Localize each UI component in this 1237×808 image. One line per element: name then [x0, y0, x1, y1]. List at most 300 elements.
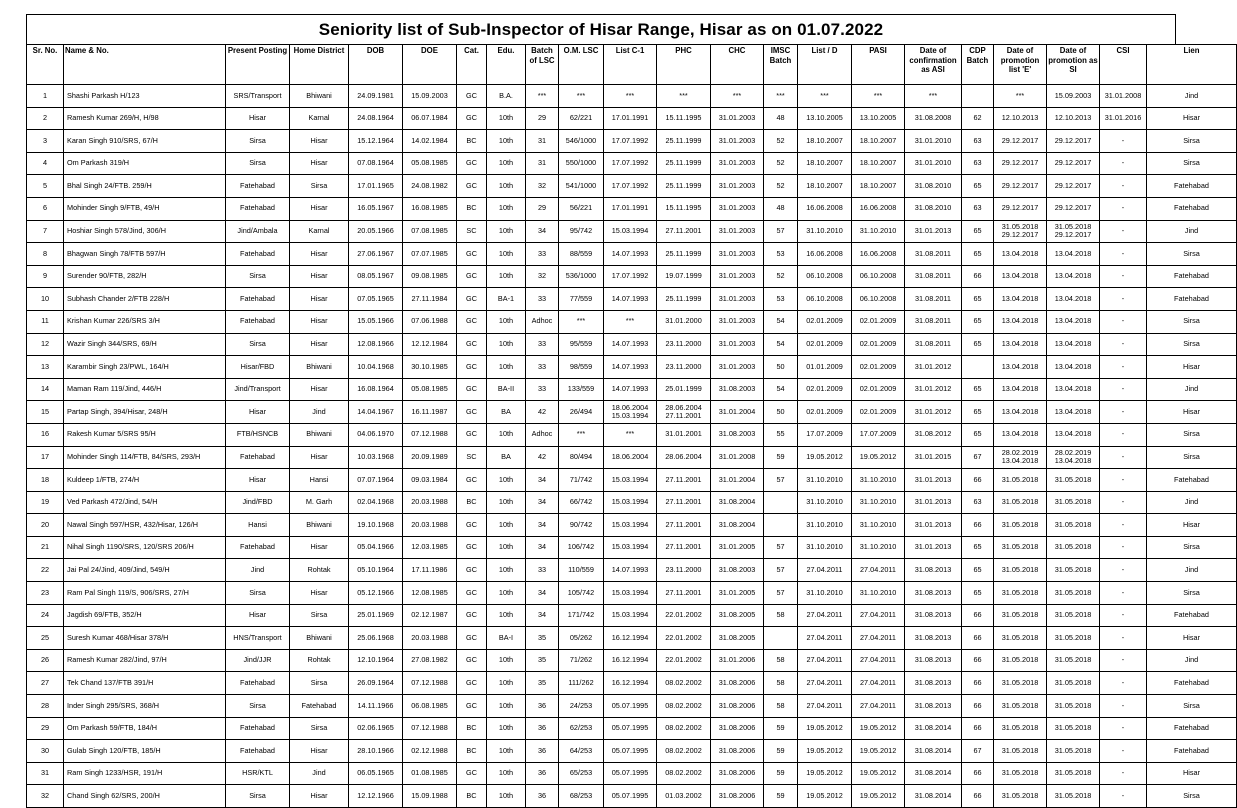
column-header-sr: Sr. No.	[27, 45, 64, 85]
cell-promE: 13.04.2018	[994, 265, 1047, 288]
cell-lien: Fatehabad	[1147, 197, 1237, 220]
cell-name: Wazir Singh 344/SRS, 69/H	[64, 333, 226, 356]
cell-district: Hisar	[290, 152, 349, 175]
cell-sr: 10	[27, 288, 64, 311]
cell-posting: Fatehabad	[226, 175, 290, 198]
cell-imsc: 58	[764, 649, 798, 672]
cell-promSI: 31.05.2018	[1047, 762, 1100, 785]
cell-promE: 12.10.2013	[994, 107, 1047, 130]
column-header-doe: DOE	[403, 45, 457, 85]
cell-listd: 19.05.2012	[798, 785, 852, 808]
cell-sr: 15	[27, 401, 64, 424]
cell-district: Rohtak	[290, 559, 349, 582]
cell-imsc: 53	[764, 243, 798, 266]
cell-omlsc: 171/742	[559, 604, 604, 627]
cell-doe: 06.07.1984	[403, 107, 457, 130]
cell-imsc: 57	[764, 536, 798, 559]
cell-lsc: 31	[526, 130, 559, 153]
cell-posting: Fatehabad	[226, 197, 290, 220]
table-body	[27, 85, 1237, 808]
cell-confasi: 31.08.2008	[905, 107, 962, 130]
cell-edu: 10th	[487, 740, 526, 763]
cell-promE: 13.04.2018	[994, 288, 1047, 311]
cell-pasi: 06.10.2008	[852, 288, 905, 311]
cell-promE: 31.05.2018 29.12.2017	[994, 220, 1047, 243]
cell-phc: 25.11.1999	[657, 175, 711, 198]
cell-name: Ram Singh 1233/HSR, 191/H	[64, 762, 226, 785]
cell-name: Nihal Singh 1190/SRS, 120/SRS 206/H	[64, 536, 226, 559]
table-row	[27, 740, 1237, 763]
cell-lien: Hisar	[1147, 356, 1237, 379]
cell-posting: Jind/FBD	[226, 491, 290, 514]
cell-listc1: 16.12.1994	[604, 649, 657, 672]
column-header-chc: CHC	[711, 45, 764, 85]
cell-lsc: 36	[526, 785, 559, 808]
cell-phc: 19.07.1999	[657, 265, 711, 288]
cell-promSI: 13.04.2018	[1047, 310, 1100, 333]
cell-promSI: 13.04.2018	[1047, 333, 1100, 356]
cell-cat: GC	[457, 265, 487, 288]
cell-district: Sirsa	[290, 717, 349, 740]
cell-omlsc: 62/221	[559, 107, 604, 130]
column-header-phc: PHC	[657, 45, 711, 85]
cell-name: Jai Pal 24/Jind, 409/Jind, 549/H	[64, 559, 226, 582]
cell-listd: 02.01.2009	[798, 310, 852, 333]
cell-name: Shashi Parkash H/123	[64, 85, 226, 108]
column-header-lsc: Batch of LSC	[526, 45, 559, 85]
cell-edu: 10th	[487, 243, 526, 266]
cell-pasi: 18.10.2007	[852, 175, 905, 198]
cell-lsc: 33	[526, 378, 559, 401]
cell-district: Hisar	[290, 536, 349, 559]
cell-listc1: 15.03.1994	[604, 469, 657, 492]
cell-promE: 31.05.2018	[994, 559, 1047, 582]
cell-pasi: 02.01.2009	[852, 401, 905, 424]
cell-cdp: 66	[962, 627, 994, 650]
cell-csi: -	[1100, 333, 1147, 356]
cell-district: Hisar	[290, 333, 349, 356]
cell-chc: 31.01.2003	[711, 243, 764, 266]
cell-doe: 07.12.1988	[403, 672, 457, 695]
column-header-posting: Present Posting	[226, 45, 290, 85]
cell-imsc	[764, 491, 798, 514]
cell-sr: 28	[27, 695, 64, 718]
cell-pasi: 19.05.2012	[852, 446, 905, 469]
cell-cdp: 65	[962, 536, 994, 559]
cell-dob: 27.06.1967	[349, 243, 403, 266]
cell-confasi: 31.08.2013	[905, 672, 962, 695]
cell-listc1: 15.03.1994	[604, 604, 657, 627]
cell-cat: GC	[457, 378, 487, 401]
cell-dob: 19.10.1968	[349, 514, 403, 537]
cell-doe: 02.12.1988	[403, 740, 457, 763]
cell-listd: 27.04.2011	[798, 695, 852, 718]
cell-phc: ***	[657, 85, 711, 108]
cell-lien: Jind	[1147, 491, 1237, 514]
cell-listd: 06.10.2008	[798, 288, 852, 311]
cell-dob: 26.09.1964	[349, 672, 403, 695]
cell-edu: 10th	[487, 491, 526, 514]
cell-lsc: 33	[526, 559, 559, 582]
cell-cat: BC	[457, 130, 487, 153]
cell-csi: -	[1100, 130, 1147, 153]
cell-imsc: ***	[764, 85, 798, 108]
cell-doe: 07.06.1988	[403, 310, 457, 333]
cell-omlsc: 56/221	[559, 197, 604, 220]
table-row	[27, 197, 1237, 220]
cell-imsc: 52	[764, 265, 798, 288]
cell-confasi: 31.01.2010	[905, 130, 962, 153]
cell-doe: 12.08.1985	[403, 582, 457, 605]
cell-sr: 32	[27, 785, 64, 808]
cell-posting: SRS/Transport	[226, 85, 290, 108]
cell-edu: 10th	[487, 220, 526, 243]
cell-csi: -	[1100, 220, 1147, 243]
cell-listd: 19.05.2012	[798, 717, 852, 740]
cell-dob: 02.06.1965	[349, 717, 403, 740]
cell-dob: 05.04.1966	[349, 536, 403, 559]
cell-csi: -	[1100, 604, 1147, 627]
cell-district: Hisar	[290, 785, 349, 808]
cell-confasi: 31.01.2012	[905, 401, 962, 424]
cell-confasi: 31.08.2013	[905, 582, 962, 605]
cell-district: Hisar	[290, 582, 349, 605]
cell-name: Partap Singh, 394/Hisar, 248/H	[64, 401, 226, 424]
cell-doe: 09.03.1984	[403, 469, 457, 492]
cell-omlsc: 541/1000	[559, 175, 604, 198]
cell-promSI: 31.05.2018	[1047, 717, 1100, 740]
cell-cdp: 65	[962, 175, 994, 198]
cell-name: Kuldeep 1/FTB, 274/H	[64, 469, 226, 492]
cell-lsc: 33	[526, 288, 559, 311]
cell-confasi: 31.01.2015	[905, 446, 962, 469]
cell-dob: 07.07.1964	[349, 469, 403, 492]
cell-listc1: 16.12.1994	[604, 672, 657, 695]
cell-cat: GC	[457, 85, 487, 108]
cell-listc1: ***	[604, 85, 657, 108]
cell-promSI: 15.09.2003	[1047, 85, 1100, 108]
cell-confasi: 31.01.2010	[905, 152, 962, 175]
cell-promSI: 31.05.2018	[1047, 740, 1100, 763]
cell-phc: 27.11.2001	[657, 220, 711, 243]
cell-name: Inder Singh 295/SRS, 368/H	[64, 695, 226, 718]
cell-confasi: 31.01.2013	[905, 469, 962, 492]
cell-name: Maman Ram 119/Jind, 446/H	[64, 378, 226, 401]
cell-csi: -	[1100, 762, 1147, 785]
cell-name: Karan Singh 910/SRS, 67/H	[64, 130, 226, 153]
cell-lsc: 42	[526, 446, 559, 469]
cell-csi: -	[1100, 446, 1147, 469]
cell-chc: 31.08.2003	[711, 378, 764, 401]
cell-district: Hisar	[290, 310, 349, 333]
cell-cat: GC	[457, 559, 487, 582]
cell-district: Hisar	[290, 446, 349, 469]
cell-posting: HSR/KTL	[226, 762, 290, 785]
cell-listd: 01.01.2009	[798, 356, 852, 379]
cell-confasi: 31.08.2014	[905, 762, 962, 785]
cell-imsc: 50	[764, 401, 798, 424]
cell-imsc: 58	[764, 672, 798, 695]
cell-sr: 20	[27, 514, 64, 537]
cell-omlsc: 133/559	[559, 378, 604, 401]
cell-district: Bhiwani	[290, 514, 349, 537]
cell-edu: 10th	[487, 672, 526, 695]
cell-posting: HNS/Transport	[226, 627, 290, 650]
cell-district: Jind	[290, 762, 349, 785]
column-header-confasi: Date of confirmation as ASI	[905, 45, 962, 85]
cell-imsc: 59	[764, 762, 798, 785]
cell-imsc	[764, 514, 798, 537]
cell-listc1: 05.07.1995	[604, 785, 657, 808]
cell-listd: 02.01.2009	[798, 401, 852, 424]
column-header-promSI: Date of promotion as SI	[1047, 45, 1100, 85]
cell-listc1: 17.07.1992	[604, 152, 657, 175]
table-row	[27, 356, 1237, 379]
cell-cdp: 65	[962, 220, 994, 243]
cell-sr: 16	[27, 423, 64, 446]
cell-chc: 31.08.2006	[711, 695, 764, 718]
cell-csi: -	[1100, 627, 1147, 650]
cell-lsc: 33	[526, 243, 559, 266]
cell-lien: Fatehabad	[1147, 604, 1237, 627]
cell-listd: 31.10.2010	[798, 514, 852, 537]
cell-lien: Sirsa	[1147, 423, 1237, 446]
cell-lsc: ***	[526, 85, 559, 108]
cell-cdp: 67	[962, 446, 994, 469]
cell-edu: 10th	[487, 152, 526, 175]
cell-name: Bhagwan Singh 78/FTB 597/H	[64, 243, 226, 266]
cell-dob: 25.06.1968	[349, 627, 403, 650]
cell-omlsc: ***	[559, 310, 604, 333]
cell-lien: Fatehabad	[1147, 672, 1237, 695]
cell-doe: 07.12.1988	[403, 717, 457, 740]
cell-confasi: 31.01.2012	[905, 378, 962, 401]
cell-district: Rohtak	[290, 649, 349, 672]
cell-lsc: 29	[526, 197, 559, 220]
cell-edu: 10th	[487, 310, 526, 333]
cell-listc1: 15.03.1994	[604, 582, 657, 605]
cell-cdp: 63	[962, 491, 994, 514]
cell-posting: Sirsa	[226, 265, 290, 288]
cell-posting: Sirsa	[226, 333, 290, 356]
cell-edu: 10th	[487, 695, 526, 718]
cell-phc: 25.11.1999	[657, 130, 711, 153]
cell-name: Subhash Chander 2/FTB 228/H	[64, 288, 226, 311]
cell-listc1: 05.07.1995	[604, 695, 657, 718]
cell-cdp: 65	[962, 378, 994, 401]
cell-district: Hisar	[290, 197, 349, 220]
cell-dob: 16.08.1964	[349, 378, 403, 401]
cell-promSI: 31.05.2018	[1047, 695, 1100, 718]
cell-sr: 30	[27, 740, 64, 763]
cell-lsc: 32	[526, 175, 559, 198]
cell-lien: Fatehabad	[1147, 740, 1237, 763]
cell-doe: 01.08.1985	[403, 762, 457, 785]
cell-lien: Jind	[1147, 85, 1237, 108]
cell-promE: 31.05.2018	[994, 604, 1047, 627]
cell-listc1: 17.01.1991	[604, 107, 657, 130]
cell-edu: 10th	[487, 649, 526, 672]
cell-listc1: 17.07.1992	[604, 130, 657, 153]
cell-district: Bhiwani	[290, 85, 349, 108]
cell-cat: GC	[457, 649, 487, 672]
cell-posting: Sirsa	[226, 785, 290, 808]
cell-sr: 25	[27, 627, 64, 650]
cell-lsc: 34	[526, 491, 559, 514]
cell-cat: GC	[457, 107, 487, 130]
cell-listd: 18.10.2007	[798, 152, 852, 175]
cell-phc: 28.06.2004 27.11.2001	[657, 401, 711, 424]
cell-cat: GC	[457, 310, 487, 333]
cell-name: Hoshiar Singh 578/Jind, 306/H	[64, 220, 226, 243]
cell-promSI: 31.05.2018	[1047, 469, 1100, 492]
cell-imsc: 53	[764, 288, 798, 311]
cell-cat: BC	[457, 491, 487, 514]
cell-csi: -	[1100, 785, 1147, 808]
table-row	[27, 695, 1237, 718]
cell-promE: 28.02.2019 13.04.2018	[994, 446, 1047, 469]
cell-sr: 24	[27, 604, 64, 627]
cell-doe: 20.09.1989	[403, 446, 457, 469]
cell-pasi: 31.10.2010	[852, 582, 905, 605]
cell-cdp	[962, 356, 994, 379]
cell-posting: Hisar	[226, 401, 290, 424]
cell-pasi: 31.10.2010	[852, 469, 905, 492]
cell-sr: 6	[27, 197, 64, 220]
cell-listd: 16.06.2008	[798, 243, 852, 266]
cell-promE: 13.04.2018	[994, 356, 1047, 379]
cell-csi: -	[1100, 649, 1147, 672]
cell-cat: GC	[457, 604, 487, 627]
cell-promE: 31.05.2018	[994, 582, 1047, 605]
cell-pasi: 02.01.2009	[852, 310, 905, 333]
table-row	[27, 333, 1237, 356]
cell-imsc: 48	[764, 107, 798, 130]
cell-district: Bhiwani	[290, 356, 349, 379]
cell-posting: FTB/HSNCB	[226, 423, 290, 446]
cell-omlsc: ***	[559, 423, 604, 446]
cell-phc: 31.01.2000	[657, 310, 711, 333]
cell-promSI: 13.04.2018	[1047, 265, 1100, 288]
cell-cdp: 66	[962, 469, 994, 492]
cell-edu: 10th	[487, 197, 526, 220]
cell-promSI: 31.05.2018 29.12.2017	[1047, 220, 1100, 243]
cell-promSI: 13.04.2018	[1047, 423, 1100, 446]
cell-omlsc: 65/253	[559, 762, 604, 785]
cell-posting: Sirsa	[226, 152, 290, 175]
cell-dob: 14.04.1967	[349, 401, 403, 424]
cell-lien: Fatehabad	[1147, 175, 1237, 198]
cell-dob: 24.09.1981	[349, 85, 403, 108]
cell-district: Hisar	[290, 378, 349, 401]
cell-listd: 31.10.2010	[798, 491, 852, 514]
cell-doe: 07.12.1988	[403, 423, 457, 446]
cell-csi: 31.01.2008	[1100, 85, 1147, 108]
cell-posting: Sirsa	[226, 130, 290, 153]
cell-promE: 13.04.2018	[994, 401, 1047, 424]
cell-name: Surender 90/FTB, 282/H	[64, 265, 226, 288]
cell-phc: 22.01.2002	[657, 627, 711, 650]
cell-chc: 31.01.2003	[711, 107, 764, 130]
cell-csi: -	[1100, 401, 1147, 424]
cell-lsc: 34	[526, 536, 559, 559]
cell-lien: Jind	[1147, 378, 1237, 401]
cell-omlsc: 550/1000	[559, 152, 604, 175]
cell-name: Om Parkash 59/FTB, 184/H	[64, 717, 226, 740]
cell-phc: 23.11.2000	[657, 356, 711, 379]
cell-lien: Hisar	[1147, 107, 1237, 130]
cell-promSI: 31.05.2018	[1047, 582, 1100, 605]
cell-pasi: 19.05.2012	[852, 740, 905, 763]
table-row	[27, 130, 1237, 153]
table-row	[27, 243, 1237, 266]
cell-lsc: Adhoc	[526, 310, 559, 333]
cell-chc: 31.01.2006	[711, 649, 764, 672]
cell-edu: 10th	[487, 559, 526, 582]
cell-promSI: 29.12.2017	[1047, 152, 1100, 175]
cell-cat: GC	[457, 469, 487, 492]
table-row	[27, 265, 1237, 288]
cell-promSI: 31.05.2018	[1047, 491, 1100, 514]
cell-lien: Sirsa	[1147, 152, 1237, 175]
cell-chc: 31.01.2003	[711, 197, 764, 220]
cell-cdp	[962, 85, 994, 108]
cell-promSI: 13.04.2018	[1047, 288, 1100, 311]
table-row	[27, 627, 1237, 650]
cell-csi: -	[1100, 514, 1147, 537]
cell-lien: Fatehabad	[1147, 288, 1237, 311]
cell-omlsc: 71/262	[559, 649, 604, 672]
cell-imsc: 48	[764, 197, 798, 220]
cell-cdp: 65	[962, 310, 994, 333]
cell-csi: 31.01.2016	[1100, 107, 1147, 130]
cell-cat: GC	[457, 152, 487, 175]
cell-edu: BA-1	[487, 288, 526, 311]
cell-pasi: 27.04.2011	[852, 672, 905, 695]
cell-posting: Hisar	[226, 107, 290, 130]
cell-cdp: 65	[962, 333, 994, 356]
cell-imsc: 52	[764, 175, 798, 198]
cell-promSI: 12.10.2013	[1047, 107, 1100, 130]
cell-imsc: 59	[764, 717, 798, 740]
cell-csi: -	[1100, 197, 1147, 220]
cell-cdp: 63	[962, 152, 994, 175]
cell-promSI: 31.05.2018	[1047, 536, 1100, 559]
cell-district: Sirsa	[290, 672, 349, 695]
cell-cat: GC	[457, 514, 487, 537]
cell-listc1: 16.12.1994	[604, 627, 657, 650]
cell-imsc: 57	[764, 220, 798, 243]
cell-listc1: 15.03.1994	[604, 220, 657, 243]
cell-dob: 05.10.1964	[349, 559, 403, 582]
cell-doe: 16.11.1987	[403, 401, 457, 424]
cell-lsc: 34	[526, 220, 559, 243]
cell-listd: 27.04.2011	[798, 604, 852, 627]
cell-cat: BC	[457, 197, 487, 220]
cell-chc: 31.08.2003	[711, 423, 764, 446]
cell-promE: 31.05.2018	[994, 469, 1047, 492]
cell-edu: 10th	[487, 265, 526, 288]
cell-pasi: 27.04.2011	[852, 649, 905, 672]
cell-pasi: 17.07.2009	[852, 423, 905, 446]
cell-csi: -	[1100, 717, 1147, 740]
cell-promSI: 13.04.2018	[1047, 356, 1100, 379]
cell-edu: 10th	[487, 536, 526, 559]
cell-lsc: 34	[526, 514, 559, 537]
cell-doe: 12.03.1985	[403, 536, 457, 559]
cell-csi: -	[1100, 265, 1147, 288]
cell-promE: 13.04.2018	[994, 310, 1047, 333]
